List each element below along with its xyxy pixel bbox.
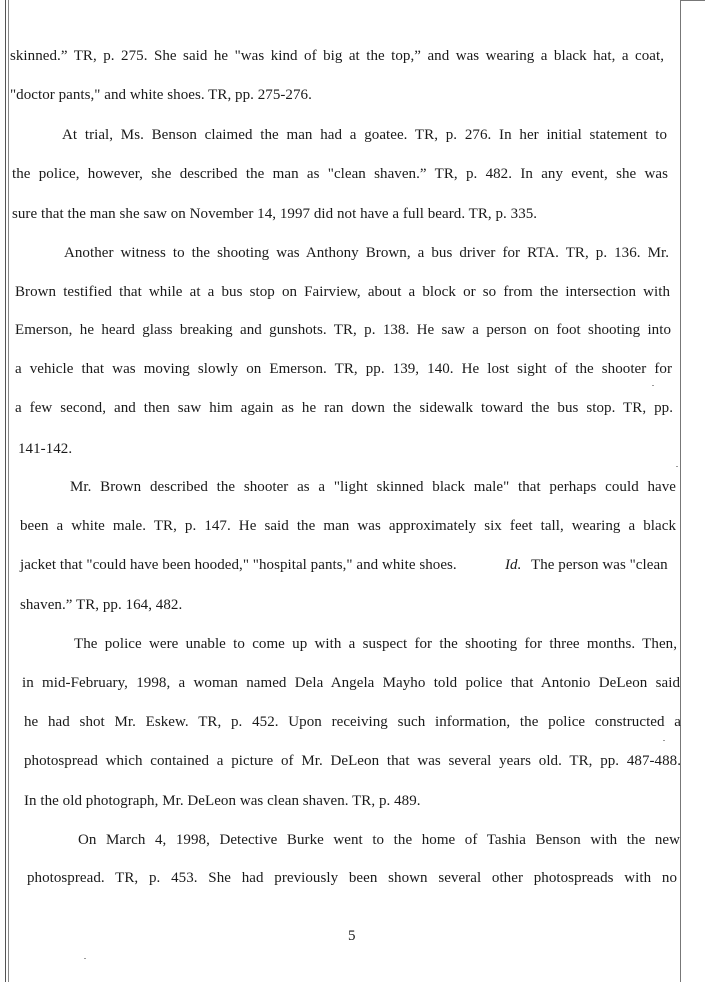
text-line: The person was "clean — [531, 557, 668, 573]
id-citation: Id. — [505, 557, 522, 573]
left-margin-rule — [5, 0, 6, 982]
text-line: At trial, Ms. Benson claimed the man had a goatee. TR, p. 276. In her initial statement to — [62, 127, 667, 143]
top-right-mark — [680, 0, 705, 1]
text-line: in mid-February, 1998, a woman named Dela Angela Mayho told police that Antonio DeLeon said — [22, 675, 680, 691]
text-line: "doctor pants," and white shoes. TR, pp. 275-276. — [10, 87, 312, 103]
text-line: Emerson, he heard glass breaking and gunshots. TR, p. 138. He saw a person on foot shooting into — [15, 322, 671, 338]
left-margin-rule-inner — [8, 0, 9, 982]
text-line: a few second, and then saw him again as he ran down the sidewalk toward the bus stop. TR, pp. — [15, 400, 673, 416]
text-line: On March 4, 1998, Detective Burke went to the home of Tashia Benson with the new — [78, 832, 680, 848]
text-line: he had shot Mr. Eskew. TR, p. 452. Upon receiving such information, the police constructed a — [24, 714, 681, 730]
scan-speck — [663, 740, 665, 741]
scan-speck — [676, 466, 678, 467]
text-line: Another witness to the shooting was Anthony Brown, a bus driver for RTA. TR, p. 136. Mr. — [64, 245, 669, 261]
page-number: 5 — [348, 928, 356, 944]
text-line: Mr. Brown described the shooter as a "light skinned black male" that perhaps could have — [70, 479, 676, 495]
text-line: In the old photograph, Mr. DeLeon was clean shaven. TR, p. 489. — [24, 793, 421, 809]
text-line: skinned.” TR, p. 275. She said he "was kind of big at the top,” and was wearing a black hat, a coat, — [10, 48, 664, 64]
scan-speck — [84, 958, 86, 959]
text-line: a vehicle that was moving slowly on Emerson. TR, pp. 139, 140. He lost sight of the shooter for — [15, 361, 672, 377]
text-line: photospread. TR, p. 453. She had previously been shown several other photospreads with no — [27, 870, 677, 886]
text-line: photospread which contained a picture of Mr. DeLeon that was several years old. TR, pp. 487-488. — [24, 753, 681, 769]
text-line: the police, however, she described the man as "clean shaven.” TR, p. 482. In any event, she was — [12, 166, 668, 182]
text-line: Brown testified that while at a bus stop on Fairview, about a block or so from the intersection with — [15, 284, 670, 300]
text-line: 141-142. — [18, 441, 73, 457]
text-line: The police were unable to come up with a suspect for the shooting for three months. Then, — [74, 636, 677, 652]
scan-speck — [652, 385, 654, 386]
right-margin-rule — [680, 0, 681, 982]
text-line: shaven.” TR, pp. 164, 482. — [20, 597, 183, 613]
text-line: sure that the man she saw on November 14, 1997 did not have a full beard. TR, p. 335. — [12, 206, 538, 222]
text-line: jacket that "could have been hooded," "hospital pants," and white shoes. — [20, 557, 457, 573]
text-line: been a white male. TR, p. 147. He said the man was approximately six feet tall, wearing a black — [20, 518, 676, 534]
